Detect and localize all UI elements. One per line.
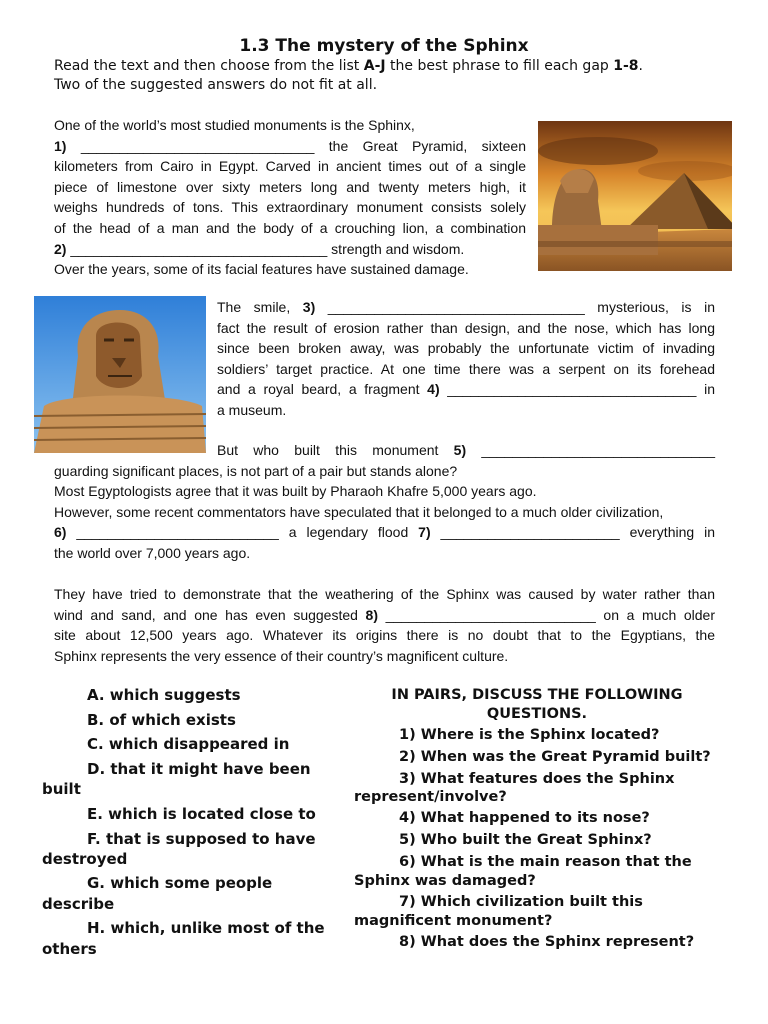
instructions-line-2: Two of the suggested answers do not fit at all. [54,77,378,93]
instructions-range-numbers: 1-8 [613,58,639,74]
option-d: D. that it might have been [87,760,311,778]
gap-number-3: 3) [302,299,316,315]
question-1: 1) Where is the Sphinx located? [399,727,660,743]
gap-text: ______________________________ [466,442,715,458]
option-h-continued: others [42,940,97,958]
gap-number-4: 4) [427,381,440,398]
gap-text: _________________________________ strength and wisdom. [66,240,465,257]
gap-text: _______________________ everything in [430,524,715,541]
paragraph-line [54,522,715,543]
sphinx-photo [34,296,206,453]
paragraph-line [54,605,715,626]
instructions-text: Read the text and then choose from the list [54,58,364,74]
option-f-continued: destroyed [42,850,128,868]
question-7: 7) Which civilization built this [399,894,643,910]
gap-text: ________________________________ in [439,381,715,398]
paragraph-3 [54,461,715,564]
question-6-continued: Sphinx was damaged? [354,873,536,889]
page-title: 1.3 The mystery of the Sphinx [239,36,529,56]
paragraph-line: a museum. [217,401,287,418]
paragraph-line [54,136,526,157]
gap-number-5: 5) [453,442,467,458]
option-d-continued: built [42,780,81,798]
option-g-continued: describe [42,895,115,913]
gap-number-8: 8) [365,606,378,623]
option-a: A. which suggests [87,686,241,704]
question-6: 6) What is the main reason that the [399,854,692,870]
paragraph-line: since been broken away, was probably the unfortunate victim of invading [217,340,715,357]
option-h: H. which, unlike most of the [87,919,325,937]
gap-text: ______________________________ the Great Pyramid, sixteen [66,137,526,154]
paragraph-text: wind and sand, and one has even suggested [54,606,366,623]
gap-number-1: 1) [54,137,67,154]
paragraph-4 [54,584,715,666]
paragraph-line: fact the result of erosion rather than design, and the nose, which has long [217,319,715,336]
instructions-range-letters: A-J [363,58,386,74]
option-b: B. of which exists [87,711,236,729]
paragraph-line: guarding significant places, is not part of a pair but stands alone? [54,462,458,479]
paragraph-line [217,379,715,400]
option-g: G. which some people [87,874,273,892]
gap-text: __________________________ a legendary flood [66,524,419,541]
paragraph-line: Most Egyptologists agree that it was built by Pharaoh Khafre 5,000 years ago. [54,483,537,500]
paragraph-line: soldiers’ target practice. At one time there was a serpent on its forehead [217,360,715,377]
question-2: 2) When was the Great Pyramid built? [399,749,711,765]
paragraph-line: weighs hundreds of tons. This extraordinary monument consists solely [54,199,526,216]
gap-number-7: 7) [418,524,431,541]
instructions-text: the best phrase to fill each gap [385,58,614,74]
paragraph-line: site about 12,500 years ago. Whatever its origins there is no doubt that to the Egyptians, the [54,627,715,644]
paragraph-line: Sphinx represents the very essence of their country’s magnificent culture. [54,647,509,664]
paragraph-line: They have tried to demonstrate that the weathering of the Sphinx was caused by water rather than [54,586,715,602]
paragraph-text: But who built this monument [217,442,454,458]
question-3-continued: represent/involve? [354,789,507,805]
paragraph-text: The smile, [217,299,303,315]
paragraph-2 [217,297,715,421]
paragraph-line: One of the world’s most studied monuments is the Sphinx, [54,117,415,133]
paragraph-line [217,440,715,461]
paragraph-line: Over the years, some of its facial features have sustained damage. [54,261,469,278]
gap-text: ___________________________ on a much older [377,606,715,623]
option-f: F. that is supposed to have [87,830,316,848]
paragraph-line [217,297,715,318]
paragraph-text: and a royal beard, a fragment [217,381,428,398]
paragraph-line [54,239,526,260]
gap-number-6: 6) [54,524,67,541]
question-8: 8) What does the Sphinx represent? [399,934,695,950]
instructions-text: . [638,58,643,74]
question-3: 3) What features does the Sphinx [399,771,675,787]
question-7-continued: magnificent monument? [354,913,553,929]
question-4: 4) What happened to its nose? [399,810,650,826]
discussion-heading-continued: QUESTIONS. [486,706,588,722]
discussion-heading: IN PAIRS, DISCUSS THE FOLLOWING [391,687,683,703]
paragraph-line: piece of limestone over sixty meters long and twenty meters high, it [54,178,526,195]
gap-number-2: 2) [54,240,67,257]
option-e: E. which is located close to [87,805,316,823]
paragraph-line: However, some recent commentators have speculated that it belonged to a much older civilization, [54,503,664,520]
paragraph-1 [54,115,526,280]
paragraph-line: the world over 7,000 years ago. [54,544,251,561]
paragraph-3-first-line [217,440,715,461]
gap-text: _________________________________ mysterious, is in [315,299,715,315]
question-5: 5) Who built the Great Sphinx? [399,832,652,848]
paragraph-line: of the head of a man and the body of a crouching lion, a combination [54,219,526,236]
option-c: C. which disappeared in [87,735,290,753]
instructions-line-1 [54,58,643,74]
pyramid-sphinx-photo [538,121,732,271]
paragraph-line: kilometers from Cairo in Egypt. Carved in ancient times out of a single [54,158,526,175]
